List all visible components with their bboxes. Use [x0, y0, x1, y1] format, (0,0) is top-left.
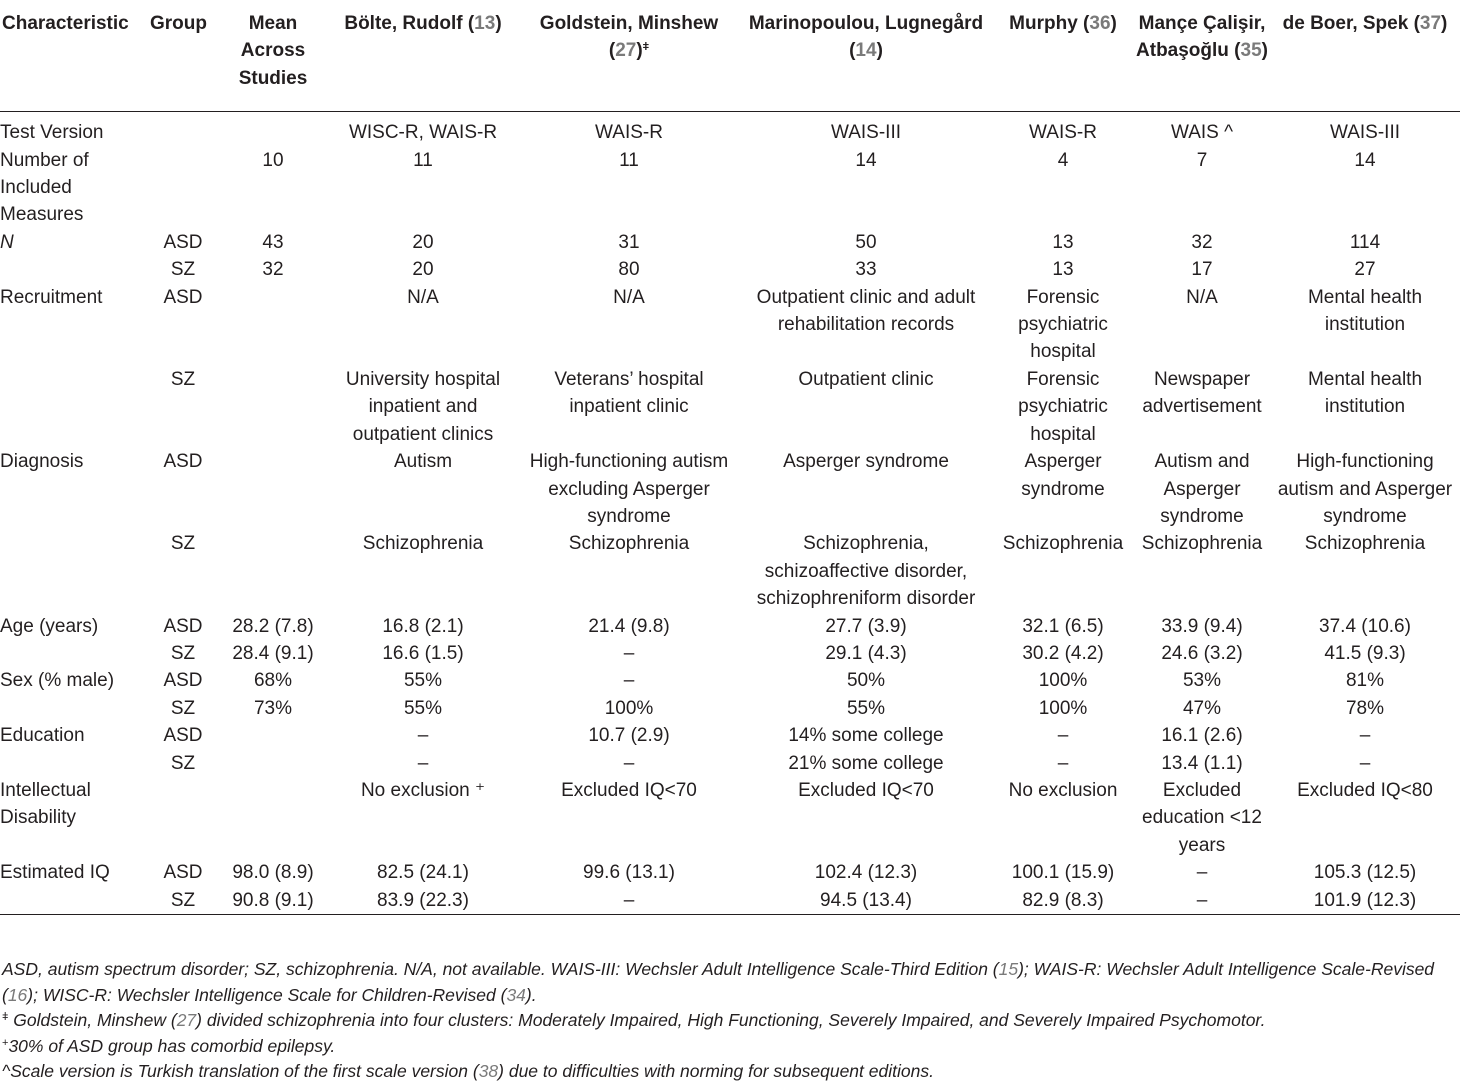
- table-cell: 29.1 (4.3): [825, 642, 907, 664]
- table-cell: –: [1359, 725, 1371, 747]
- group-cell: ASD: [163, 286, 203, 308]
- table-row: [0, 530, 1460, 612]
- table-cell: 102.4 (12.3): [814, 862, 918, 884]
- table-cell: Schizophrenia: [1141, 533, 1263, 555]
- table-cell: 16.1 (2.6): [1161, 725, 1243, 747]
- table-cell: WAIS-III: [1329, 122, 1401, 144]
- table-cell: 100%: [604, 697, 654, 719]
- table-cell: 16.8 (2.1): [382, 615, 464, 637]
- table-cell: 114: [1349, 231, 1381, 253]
- row-label: [0, 530, 148, 612]
- table-cell: 28.4 (9.1): [232, 642, 314, 664]
- group-cell: ASD: [163, 725, 203, 747]
- table-cell: 53%: [1182, 670, 1222, 692]
- table-cell: 33: [855, 259, 877, 281]
- table-cell: N/A: [407, 286, 439, 308]
- column-header: Marinopoulou, Lugnegård (14): [748, 13, 984, 62]
- table-row: [0, 112, 1460, 147]
- table-row: [0, 887, 1460, 915]
- table-cell: –: [1196, 889, 1208, 911]
- table-cell: [218, 530, 328, 612]
- table-row: [0, 750, 1460, 777]
- table-cell: –: [623, 670, 635, 692]
- row-label: Sex (% male): [0, 670, 115, 692]
- table-cell: 55%: [846, 697, 886, 719]
- group-cell: ASD: [163, 615, 203, 637]
- table-cell: 90.8 (9.1): [232, 889, 314, 911]
- table-row: [0, 613, 1460, 640]
- table-cell: –: [623, 752, 635, 774]
- table-cell: 32.1 (6.5): [1022, 615, 1104, 637]
- row-label: Age (years): [0, 615, 99, 637]
- table-cell: 27.7 (3.9): [825, 615, 907, 637]
- table-cell: 100%: [1038, 697, 1088, 719]
- table-cell: Mental health institution: [1307, 286, 1423, 336]
- table-cell: 73%: [253, 697, 293, 719]
- table-cell: [218, 750, 328, 777]
- table-cell: WISC-R, WAIS-R: [348, 122, 498, 144]
- table-cell: 17: [1191, 259, 1213, 281]
- table-cell: Excluded IQ<70: [561, 779, 697, 801]
- table-cell: –: [1359, 752, 1371, 774]
- table-cell: N/A: [1186, 286, 1218, 308]
- table-cell: 13: [1052, 259, 1074, 281]
- table-cell: Asperger syndrome: [1021, 451, 1105, 500]
- table-cell: 81%: [1345, 670, 1385, 692]
- table-cell: Outpatient clinic and adult rehabilitation records: [756, 286, 976, 336]
- footnote-abbreviations: ASD, autism spectrum disorder; SZ, schizophrenia. N/A, not available. WAIS-III: Wechsler Adult Intelligence Scale-Third Edition (15); WAIS-R: Wechsler Adult Intelligence Scale-Revised (16); WISC-R: Wechsler Intelligence Scale for Children-Revised (34).: [2, 959, 1435, 1005]
- table-cell: 100%: [1038, 670, 1088, 692]
- group-cell: ASD: [163, 862, 203, 884]
- table-cell: 20: [412, 231, 434, 253]
- group-cell: [148, 147, 218, 229]
- table-row: [0, 284, 1460, 366]
- footnote-turkish-scale: ^Scale version is Turkish translation of the first scale version (38) due to difficulties with norming for subsequent editions.: [2, 1061, 934, 1081]
- table-row: [0, 722, 1460, 749]
- column-header: Group: [150, 13, 207, 34]
- characteristics-table: [0, 10, 1460, 915]
- table-cell: 31: [618, 231, 640, 253]
- row-label: [0, 640, 148, 667]
- group-cell: [148, 112, 218, 147]
- table-cell: 80: [618, 259, 640, 281]
- row-label: Estimated IQ: [0, 862, 110, 884]
- table-cell: 82.5 (24.1): [377, 862, 469, 884]
- table-cell: WAIS ^: [1170, 122, 1234, 144]
- table-cell: Forensic psychiatric hospital: [1018, 368, 1108, 445]
- table-cell: Newspaper advertisement: [1142, 368, 1262, 418]
- table-cell: 47%: [1182, 697, 1222, 719]
- group-cell: [148, 777, 218, 859]
- table-cell: No exclusion ⁺: [360, 779, 486, 801]
- table-cell: 100.1 (15.9): [1011, 862, 1115, 884]
- table-cell: –: [417, 725, 429, 747]
- table-cell: 50%: [846, 670, 886, 692]
- table-cell: N/A: [613, 286, 645, 308]
- row-label: [0, 750, 148, 777]
- table-cell: 14: [855, 149, 877, 171]
- table-row: [0, 777, 1460, 859]
- table-cell: –: [623, 889, 635, 911]
- column-header: Mançe Çalişir, Atbaşoğlu (35): [1136, 13, 1268, 62]
- table-row: [0, 640, 1460, 667]
- table-cell: 41.5 (9.3): [1324, 642, 1406, 664]
- table-cell: 98.0 (8.9): [232, 862, 314, 884]
- row-label: [0, 695, 148, 722]
- row-label: Intellectual Disability: [0, 779, 91, 829]
- table-cell: 7: [1196, 149, 1208, 171]
- group-cell: ASD: [163, 670, 203, 692]
- table-cell: Asperger syndrome: [783, 451, 949, 473]
- table-row: [0, 859, 1460, 886]
- table-cell: Excluded IQ<80: [1297, 779, 1433, 801]
- table-row: [0, 695, 1460, 722]
- group-cell: SZ: [170, 697, 196, 719]
- table-cell: Excluded IQ<70: [798, 779, 934, 801]
- table-cell: 13: [1052, 231, 1074, 253]
- table-cell: 32: [1191, 231, 1213, 253]
- table-cell: 32: [262, 259, 284, 281]
- table-cell: 55%: [403, 697, 443, 719]
- table-cell: 37.4 (10.6): [1319, 615, 1411, 637]
- table-cell: 10.7 (2.9): [588, 725, 670, 747]
- table-row: [0, 229, 1460, 256]
- footnote-epilepsy: +30% of ASD group has comorbid epilepsy.: [2, 1035, 336, 1056]
- table-cell: Schizophrenia: [1304, 533, 1426, 555]
- column-header: Characteristic: [2, 13, 129, 34]
- table-cell: –: [417, 752, 429, 774]
- table-cell: 43: [262, 231, 284, 253]
- table-cell: 55%: [403, 670, 443, 692]
- table-cell: 30.2 (4.2): [1022, 642, 1104, 664]
- table-body: [0, 112, 1460, 915]
- table-cell: University hospital inpatient and outpatient clinics: [345, 368, 501, 445]
- table-cell: –: [1057, 725, 1069, 747]
- row-label: N: [0, 231, 14, 253]
- group-cell: SZ: [170, 533, 196, 555]
- column-header: Murphy (36): [1009, 13, 1117, 34]
- table-row: [0, 667, 1460, 694]
- table-footnotes: [0, 957, 1460, 1085]
- table-cell: –: [1196, 862, 1208, 884]
- row-label: Education: [0, 725, 85, 747]
- table-cell: 33.9 (9.4): [1161, 615, 1243, 637]
- table-cell: 28.2 (7.8): [232, 615, 314, 637]
- table-cell: –: [623, 642, 635, 664]
- footnote-goldstein: $^ǂ$ Goldstein, Minshew (27) divided schizophrenia into four clusters: Moderately Impaired, High Functioning, Severely Impaired, and Severely Impaired Psychomotor.: [2, 1010, 1266, 1030]
- table-cell: 24.6 (3.2): [1161, 642, 1243, 664]
- table-cell: 16.6 (1.5): [382, 642, 464, 664]
- table-cell: [218, 366, 328, 448]
- table-cell: 10: [262, 149, 284, 171]
- table-cell: 14% some college: [788, 725, 944, 747]
- row-label: Recruitment: [0, 286, 103, 308]
- table-row: [0, 147, 1460, 229]
- table-cell: Excluded education <12 years: [1142, 779, 1262, 856]
- table-cell: Schizophrenia: [1002, 533, 1124, 555]
- column-header: de Boer, Spek (37): [1282, 13, 1448, 34]
- table-cell: High-functioning autism and Asperger syndrome: [1277, 451, 1453, 527]
- table-row: [0, 256, 1460, 283]
- table-row: [0, 448, 1460, 530]
- table-cell: 4: [1057, 149, 1069, 171]
- group-cell: SZ: [170, 752, 196, 774]
- table-cell: Veterans’ hospital inpatient clinic: [554, 368, 704, 418]
- table-cell: 83.9 (22.3): [377, 889, 469, 911]
- header-row: [0, 10, 1460, 112]
- group-cell: SZ: [170, 642, 196, 664]
- table-cell: [218, 284, 328, 366]
- table-cell: 99.6 (13.1): [583, 862, 675, 884]
- table-cell: 101.9 (12.3): [1313, 889, 1417, 911]
- row-label: Number of Included Measures: [0, 149, 89, 226]
- table-cell: [218, 777, 328, 859]
- row-label: [0, 366, 148, 448]
- table-cell: 11: [619, 149, 639, 171]
- table-cell: Forensic psychiatric hospital: [1018, 286, 1108, 363]
- table-cell: 21.4 (9.8): [588, 615, 670, 637]
- table-cell: 105.3 (12.5): [1313, 862, 1417, 884]
- table-cell: Autism and Asperger syndrome: [1154, 451, 1250, 527]
- table-cell: [218, 722, 328, 749]
- table-cell: 50: [855, 231, 877, 253]
- table-row: [0, 366, 1460, 448]
- table-cell: 13.4 (1.1): [1161, 752, 1243, 774]
- table-cell: 27: [1354, 259, 1376, 281]
- group-cell: ASD: [163, 451, 203, 473]
- table-cell: Schizophrenia, schizoaffective disorder, schizophreniform disorder: [756, 533, 976, 610]
- table-cell: –: [1057, 752, 1069, 774]
- table-cell: 11: [413, 149, 433, 171]
- table-cell: Autism: [393, 451, 453, 473]
- table-cell: WAIS-R: [595, 122, 663, 144]
- column-header: Bölte, Rudolf (13): [344, 13, 502, 34]
- table-cell: 14: [1354, 149, 1376, 171]
- group-cell: SZ: [170, 259, 196, 281]
- table-cell: 78%: [1345, 697, 1385, 719]
- row-label: Diagnosis: [0, 451, 84, 473]
- table-cell: High-functioning autism excluding Asperger syndrome: [529, 451, 729, 527]
- table-cell: [218, 448, 328, 530]
- table-cell: Outpatient clinic: [798, 368, 934, 390]
- table-cell: Mental health institution: [1307, 368, 1423, 418]
- table-cell: 82.9 (8.3): [1022, 889, 1104, 911]
- table-cell: 21% some college: [788, 752, 944, 774]
- group-cell: SZ: [170, 889, 196, 911]
- table-cell: 68%: [253, 670, 293, 692]
- row-label: [0, 887, 148, 915]
- row-label: [0, 256, 148, 283]
- table-cell: 94.5 (13.4): [820, 889, 912, 911]
- table-cell: Schizophrenia: [568, 533, 690, 555]
- column-header: Mean Across Studies: [238, 13, 308, 89]
- column-header: Goldstein, Minshew $(27)^ǂ$: [539, 13, 719, 62]
- table-cell: No exclusion: [1008, 779, 1118, 801]
- group-cell: SZ: [170, 368, 196, 390]
- table-cell: WAIS-III: [830, 122, 902, 144]
- row-label: Test Version: [0, 122, 104, 144]
- table-cell: [218, 112, 328, 147]
- table-cell: WAIS-R: [1029, 122, 1097, 144]
- group-cell: ASD: [163, 231, 203, 253]
- table-cell: Schizophrenia: [362, 533, 484, 555]
- table-cell: 20: [412, 259, 434, 281]
